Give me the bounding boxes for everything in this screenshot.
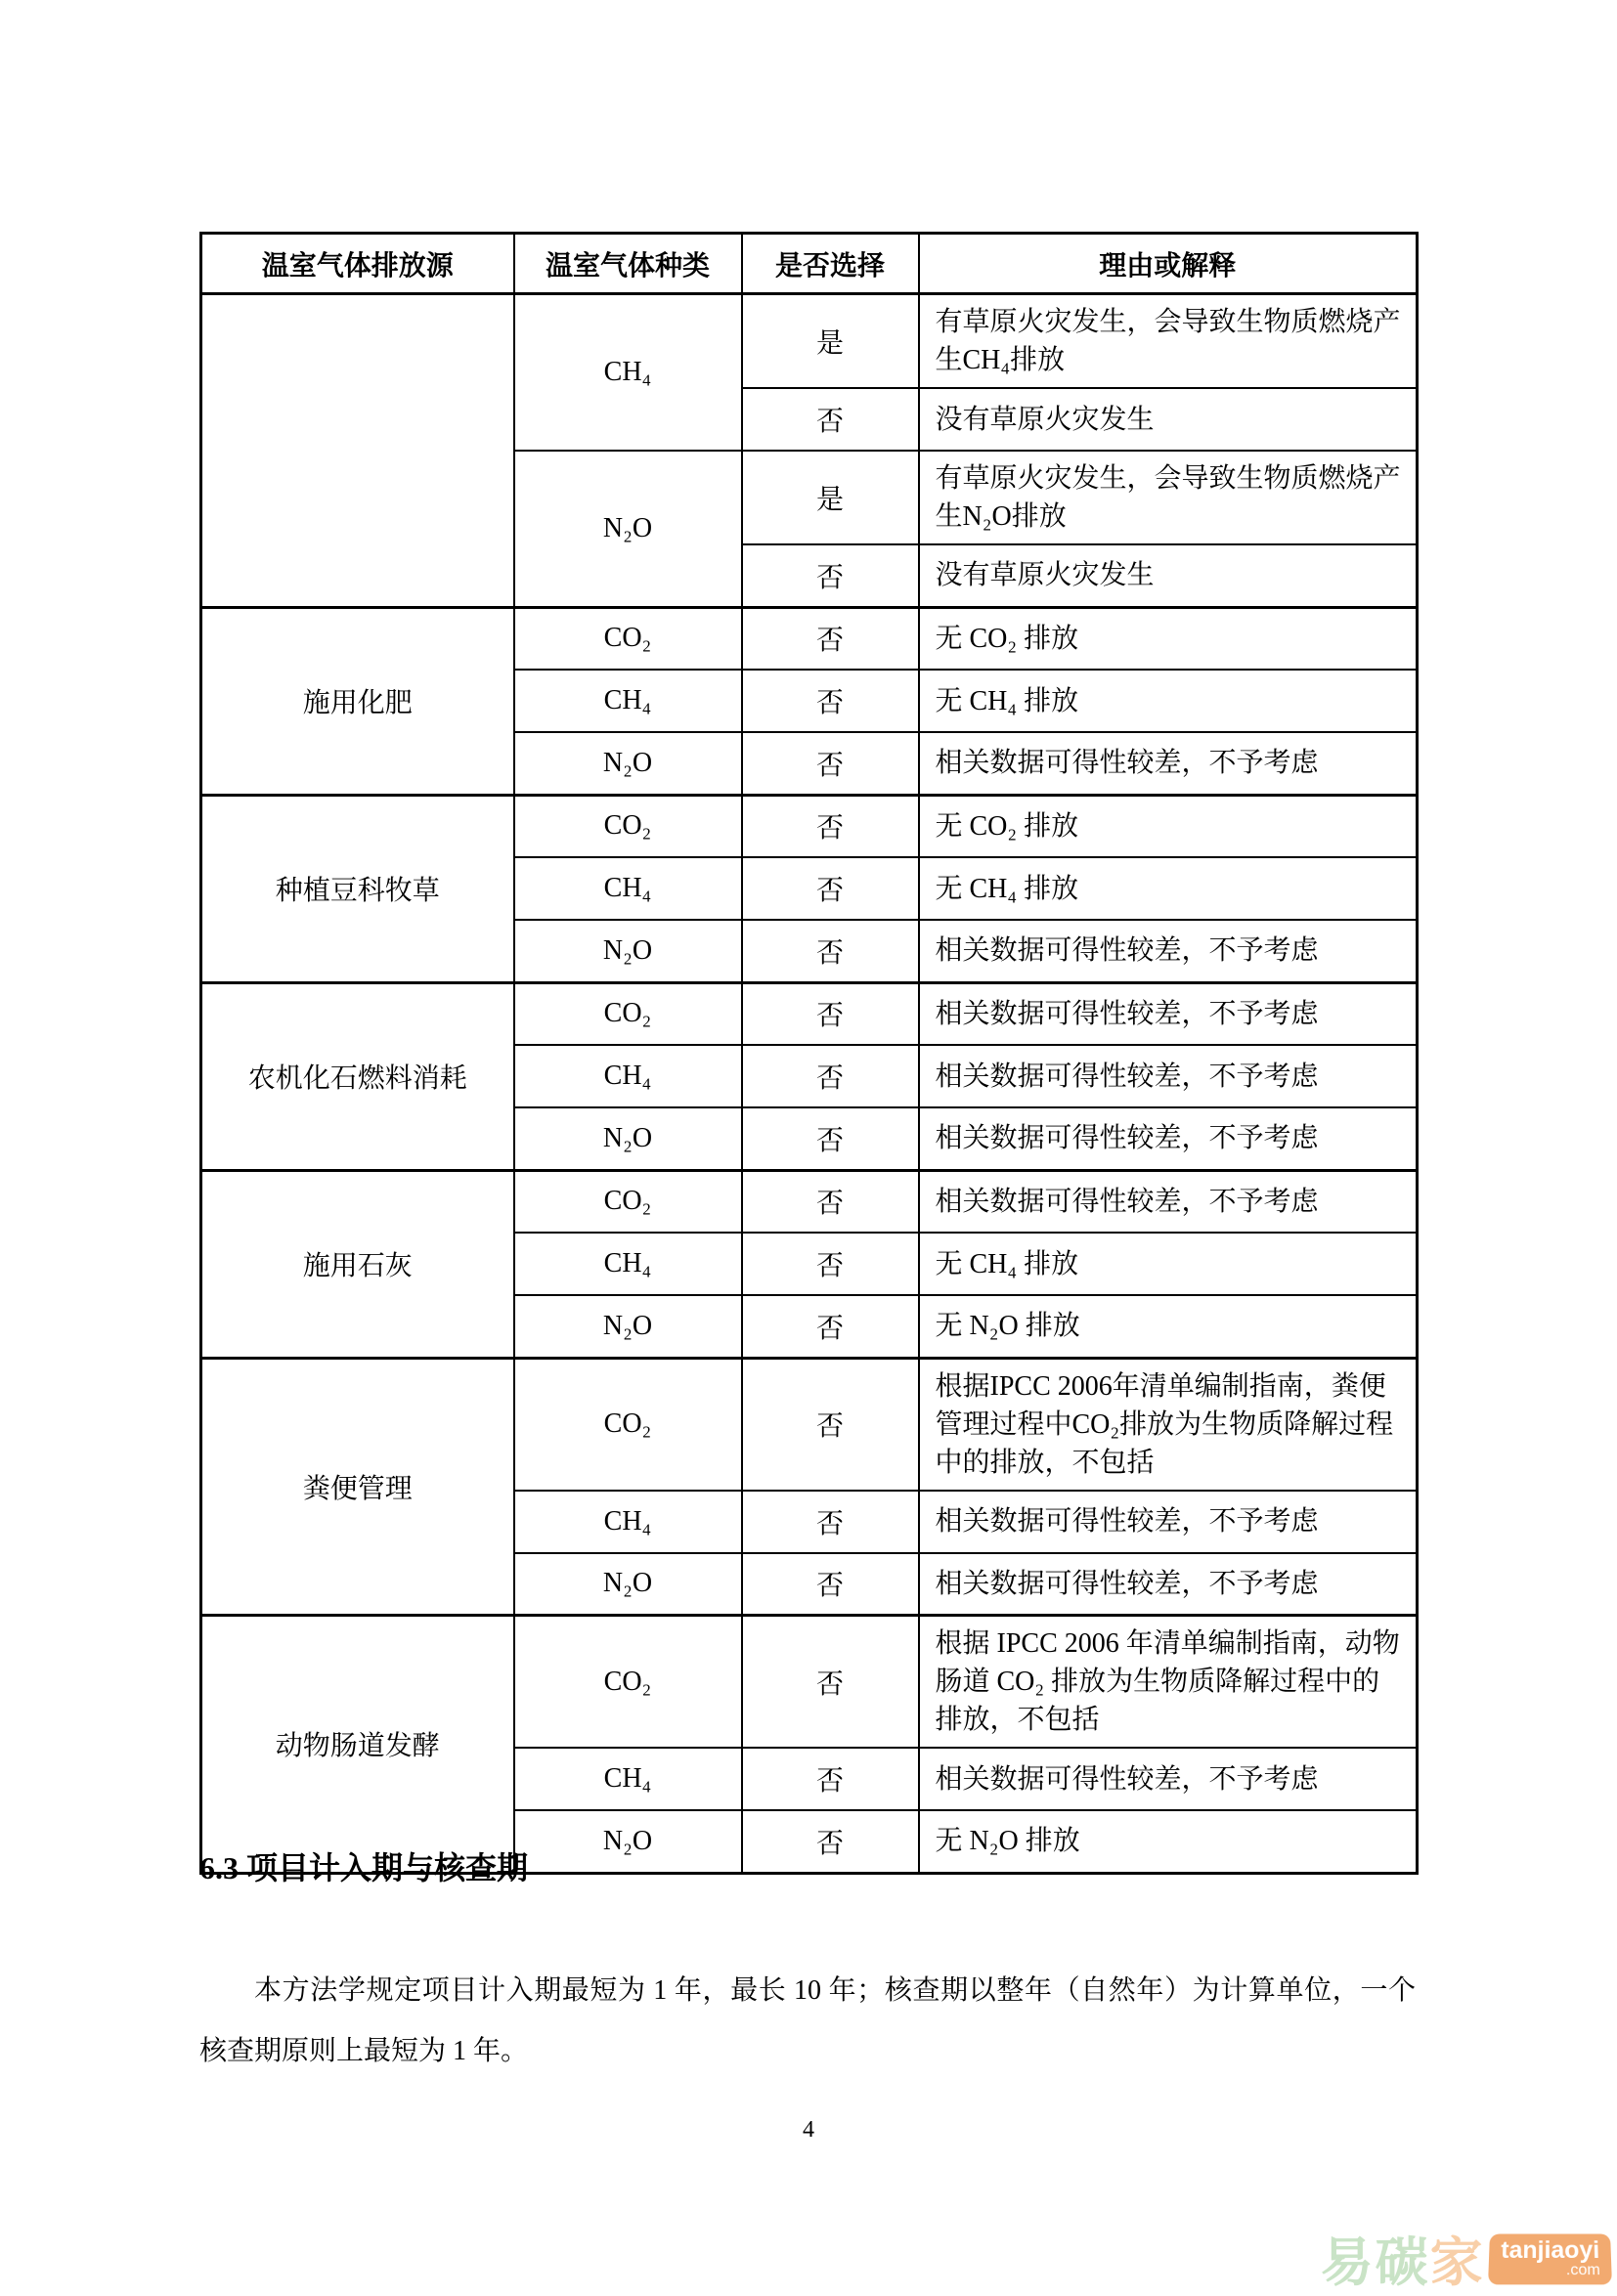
ghg-selection-table [199, 232, 1419, 1875]
table-cell-selected: 否 [742, 982, 919, 1045]
table-cell-reason: 相关数据可得性较差，不予考虑 [919, 1748, 1418, 1810]
table-cell-source: 粪便管理 [201, 1358, 514, 1616]
table-cell-selected: 否 [742, 607, 919, 670]
table-cell-selected: 否 [742, 1491, 919, 1553]
table-cell-reason: 无 CH₄ 排放 [919, 857, 1418, 920]
table-cell-source: 施用化肥 [201, 607, 514, 795]
watermark-text-green: 易碳 [1320, 2233, 1430, 2292]
table-header-gas-type: 温室气体种类 [514, 234, 742, 294]
table-cell-gas: N₂O [514, 1295, 742, 1358]
table-cell-reason: 无 CO₂ 排放 [919, 607, 1418, 670]
table-cell-reason: 相关数据可得性较差，不予考虑 [919, 982, 1418, 1045]
table-cell-reason: 没有草原火灾发生 [919, 388, 1418, 451]
table-cell-selected: 否 [742, 857, 919, 920]
body-paragraph: 本方法学规定项目计入期最短为 1 年，最长 10 年；核查期以整年（自然年）为计算单位，一个核查期原则上最短为 1 年。 [199, 1975, 1416, 2066]
table-cell-selected: 是 [742, 451, 919, 544]
table-cell-source: 动物肠道发酵 [201, 1616, 514, 1874]
table-cell-selected: 否 [742, 670, 919, 732]
table-cell-reason: 相关数据可得性较差，不予考虑 [919, 1045, 1418, 1107]
table-cell-selected: 否 [742, 1748, 919, 1810]
table-cell-selected: 否 [742, 1170, 919, 1233]
table-cell-reason: 无 CH₄ 排放 [919, 1233, 1418, 1295]
table-cell-gas: CO₂ [514, 795, 742, 857]
table-header-reason: 理由或解释 [919, 234, 1418, 294]
table-header-source: 温室气体排放源 [201, 234, 514, 294]
table-cell-reason: 相关数据可得性较差，不予考虑 [919, 1553, 1418, 1616]
table-cell-gas: CO₂ [514, 607, 742, 670]
table-cell-reason: 有草原火灾发生，会导致生物质燃烧产生CH₄排放 [919, 294, 1418, 389]
ghg-table-container [199, 232, 1419, 1875]
table-cell-gas: CO₂ [514, 982, 742, 1045]
table-cell-source: 农机化石燃料消耗 [201, 982, 514, 1170]
table-cell-reason: 无 CO₂ 排放 [919, 795, 1418, 857]
table-cell-gas: CO₂ [514, 1358, 742, 1491]
table-cell-reason: 无 N₂O 排放 [919, 1810, 1418, 1873]
watermark-badge-domain: tanjiaoyi [1500, 2235, 1600, 2264]
table-cell-reason: 根据IPCC 2006年清单编制指南，粪便管理过程中CO₂排放为生物质降解过程中的排放，不包括 [919, 1358, 1418, 1491]
table-header-selected: 是否选择 [742, 234, 919, 294]
table-cell-selected: 否 [742, 1045, 919, 1107]
table-cell-selected: 否 [742, 1553, 919, 1616]
table-cell-reason: 没有草原火灾发生 [919, 544, 1418, 607]
table-cell-reason: 相关数据可得性较差，不予考虑 [919, 1107, 1418, 1170]
watermark-badge [1488, 2233, 1612, 2284]
table-cell-gas: CH₄ [514, 1233, 742, 1295]
table-cell-selected: 否 [742, 1233, 919, 1295]
page-number: 4 [803, 2117, 814, 2143]
table-cell-gas: CH₄ [514, 857, 742, 920]
table-cell-selected: 否 [742, 1295, 919, 1358]
table-cell-reason: 无 CH₄ 排放 [919, 670, 1418, 732]
table-cell-gas: N₂O [514, 1107, 742, 1170]
table-cell-gas: N₂O [514, 920, 742, 982]
table-cell-source: 施用石灰 [201, 1170, 514, 1358]
table-cell-gas: CH₄ [514, 670, 742, 732]
table-cell-selected: 否 [742, 1616, 919, 1749]
table-cell-gas: CH₄ [514, 1748, 742, 1810]
table-cell-reason: 相关数据可得性较差，不予考虑 [919, 732, 1418, 795]
table-cell-gas: N₂O [514, 1553, 742, 1616]
table-cell-selected: 否 [742, 1358, 919, 1491]
section-heading: 6.3 项目计入期与核查期 [199, 1850, 529, 1885]
table-cell-selected: 否 [742, 544, 919, 607]
table-cell-reason: 相关数据可得性较差，不予考虑 [919, 1170, 1418, 1233]
table-cell-gas: N₂O [514, 451, 742, 607]
table-cell-gas: N₂O [514, 732, 742, 795]
table-cell-selected: 否 [742, 1810, 919, 1873]
table-cell-gas: CH₄ [514, 1491, 742, 1553]
watermark-logo [1321, 2221, 1611, 2296]
table-cell-selected: 是 [742, 294, 919, 389]
table-cell-selected: 否 [742, 388, 919, 451]
table-cell-reason: 根据 IPCC 2006 年清单编制指南，动物肠道 CO₂ 排放为生物质降解过程中的排放，不包括 [919, 1616, 1418, 1749]
table-cell-source [201, 294, 514, 608]
table-cell-selected: 否 [742, 920, 919, 982]
table-cell-reason: 有草原火灾发生，会导致生物质燃烧产生N₂O排放 [919, 451, 1418, 544]
table-cell-gas: CO₂ [514, 1616, 742, 1749]
table-cell-gas: N₂O [514, 1810, 742, 1873]
table-cell-selected: 否 [742, 1107, 919, 1170]
table-cell-selected: 否 [742, 732, 919, 795]
table-cell-reason: 相关数据可得性较差，不予考虑 [919, 920, 1418, 982]
watermark-badge-tld: .com [1565, 2261, 1600, 2278]
table-cell-reason: 无 N₂O 排放 [919, 1295, 1418, 1358]
table-cell-gas: CO₂ [514, 1170, 742, 1233]
table-cell-gas: CH₄ [514, 1045, 742, 1107]
table-cell-reason: 相关数据可得性较差，不予考虑 [919, 1491, 1418, 1553]
table-cell-selected: 否 [742, 795, 919, 857]
table-cell-source: 种植豆科牧草 [201, 795, 514, 982]
watermark-text-peach: 家 [1429, 2233, 1483, 2292]
table-cell-gas: CH₄ [514, 294, 742, 452]
